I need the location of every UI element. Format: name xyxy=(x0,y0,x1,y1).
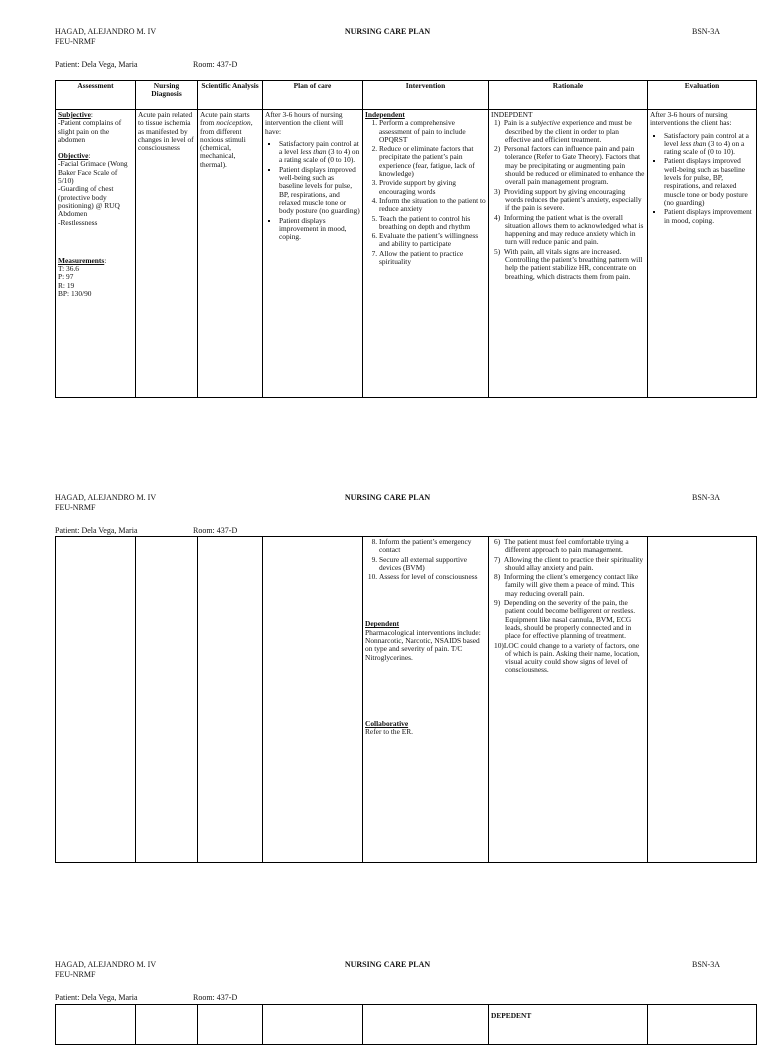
analysis-cell xyxy=(198,1005,263,1045)
plan-cell xyxy=(263,537,363,863)
subjective-text: -Patient complains of slight pain on the abdomen xyxy=(58,118,122,144)
col-plan: Plan of care xyxy=(263,81,363,110)
list-item: 7) Allowing the client to practice their spirituality should allay anxiety and pain. xyxy=(494,554,644,572)
school: FEU-NRMF xyxy=(55,503,96,512)
analysis-cell xyxy=(198,110,263,398)
col-rationale: Rationale xyxy=(489,81,648,110)
list-item: 2. Reduce or eliminate factors that precipitate the patient’s pain experience (fear, fatigue, lack of knowledge) xyxy=(379,145,486,178)
col-analysis: Scientific Analysis xyxy=(198,81,263,110)
subjective-label: Subjective xyxy=(58,110,91,119)
intervention-list xyxy=(365,119,486,266)
list-item: 3. Provide support by giving encouraging words xyxy=(379,179,486,196)
objective-line: -Restlessness xyxy=(58,217,98,227)
patient-info xyxy=(55,526,238,535)
care-plan-table xyxy=(55,80,757,398)
list-item: 6) The patient must feel comfortable trying a different approach to pain management. xyxy=(494,537,629,555)
collaborative-text: Refer to the ER. xyxy=(365,727,414,737)
list-item: 10)LOC could change to a variety of factors, one of which is pain. Asking their name, location, visual acuity could show signs of level of consciousness. xyxy=(494,640,640,675)
course: BSN-3A xyxy=(691,27,720,36)
care-plan-table xyxy=(55,1004,757,1045)
list-item: 4. Inform the situation to the patient to reduce anxiety xyxy=(379,197,486,214)
col-diagnosis: Nursing Diagnosis xyxy=(136,81,198,110)
list-item: 3) Providing support by giving encouraging words reduces the patient’s anxiety, especially if the pain is severe. xyxy=(494,186,642,213)
plan-list xyxy=(265,140,360,242)
room-number: Room: 437-D xyxy=(193,60,238,69)
objective-line: -Guarding of chest (protective body positioning) @ RUQ Abdomen xyxy=(58,184,120,219)
col-intervention: Intervention xyxy=(363,81,489,110)
list-item: 9) Depending on the severity of the pain, the patient could become belligerent or restless. Equipment like nasal cannula, BVM, ECG leads, should be properly connected and in place for effective planning of treatment. xyxy=(494,598,636,641)
rationale-cell xyxy=(489,537,648,863)
list-item: 8. Inform the patient’s emergency contact xyxy=(379,538,486,555)
list-item: 6. Evaluate the patient’s willingness and ability to participate xyxy=(379,232,486,249)
analysis-cell xyxy=(198,537,263,863)
list-item: 9. Secure all external supportive devices (BVM) xyxy=(379,556,486,573)
intervention-cell xyxy=(363,1005,489,1045)
measurement-pulse: P: 97 xyxy=(58,272,74,282)
course: BSN-3A xyxy=(691,493,720,502)
list-item: ▪ Patient displays improved well-being such as baseline levels for pulse, BP, respirations, and relaxed muscle tone or body posture (no guarding) xyxy=(664,157,754,207)
diagnosis-cell xyxy=(136,110,198,398)
list-item: 5. Teach the patient to control his breathing on depth and rhythm xyxy=(379,215,486,232)
assessment-cell xyxy=(56,537,136,863)
list-item: 5) With pain, all vitals signs are increased. Controlling the patient’s breathing pattern will help the patient stabilize HR, concentrate on breathing, which distracts them from pain. xyxy=(494,246,643,281)
room-number: Room: 437-D xyxy=(193,993,238,1002)
list-item: 10. Assess for level of consciousness xyxy=(379,573,486,581)
table-row xyxy=(56,537,757,863)
plan-cell xyxy=(263,1005,363,1045)
student-name: HAGAD, ALEJANDRO M. IV xyxy=(55,27,157,36)
col-assessment: Assessment xyxy=(56,81,136,110)
school: FEU-NRMF xyxy=(55,37,96,46)
measurement-bp: BP: 130/90 xyxy=(58,289,92,299)
student-name: HAGAD, ALEJANDRO M. IV xyxy=(55,493,157,502)
list-item: ▪ Patient displays improvement in mood, coping. xyxy=(279,217,360,242)
collaborative-label: Collaborative xyxy=(365,718,409,728)
list-item: ▪ Patient displays improved well-being such as baseline levels for pulse, BP, respirations, and relaxed muscle tone or body posture (no guarding) xyxy=(279,166,360,216)
patient-name: Patient: Dela Vega, Maria xyxy=(55,993,138,1002)
list-item: ▪ Satisfactory pain control at a level less than (3 to 4) on a rating scale of (0 to 10). xyxy=(279,140,360,165)
patient-name: Patient: Dela Vega, Maria xyxy=(55,60,138,69)
student-name: HAGAD, ALEJANDRO M. IV xyxy=(55,960,157,969)
intervention-cell xyxy=(363,110,489,398)
measurement-temp: T: 36.6 xyxy=(58,264,79,274)
rationale-list xyxy=(491,119,645,281)
list-item: 2) Personal factors can influence pain and pain tolerance (Refer to Gate Theory). Factors that may be precipitating or augmenting pain should be reduced or eliminated to enhance the overall pain management program. xyxy=(494,144,645,187)
evaluation-cell xyxy=(648,110,757,398)
list-item: 7. Allow the patient to practice spirituality xyxy=(379,250,486,267)
care-plan-table xyxy=(55,536,757,863)
col-evaluation: Evaluation xyxy=(648,81,757,110)
list-item: 1) Pain is a subjective experience and must be described by the client in order to plan effective and efficient treatment. xyxy=(494,118,632,144)
dependent-rationale-label: DEPEDENT xyxy=(491,1011,532,1020)
diagnosis-cell xyxy=(136,1005,198,1045)
intervention-cell xyxy=(363,537,489,863)
table-row xyxy=(56,1005,757,1045)
evaluation-list xyxy=(650,132,754,225)
table-row xyxy=(56,110,757,398)
evaluation-intro: After 3-6 hours of nursing interventions the client has: xyxy=(650,110,732,128)
rationale-cell xyxy=(489,1005,648,1045)
document-title: NURSING CARE PLAN xyxy=(344,27,431,36)
rationale-label: INDEPDENT xyxy=(491,110,533,119)
objective-label: Objective xyxy=(58,151,89,161)
dependent-text: Pharmacological interventions include: xyxy=(365,627,481,637)
list-item: 1. Perform a comprehensive assessment of pain to include OPQRST xyxy=(379,119,486,144)
school: FEU-NRMF xyxy=(55,970,96,979)
analysis-text: , from different noxious stimuli (chemical, mechanical, thermal). xyxy=(200,118,253,169)
room-number: Room: 437-D xyxy=(193,526,238,535)
plan-cell xyxy=(263,110,363,398)
document-title: NURSING CARE PLAN xyxy=(344,960,431,969)
patient-info xyxy=(55,993,238,1002)
patient-info xyxy=(55,60,238,69)
intervention-list xyxy=(365,538,486,581)
table-header-row xyxy=(56,81,757,110)
patient-name: Patient: Dela Vega, Maria xyxy=(55,526,138,535)
rationale-cell xyxy=(489,110,648,398)
diagnosis-text: Acute pain related to tissue ischemia as manifested by changes in level of consciousness xyxy=(138,110,194,153)
measurements-label: Measurements xyxy=(58,255,105,265)
measurement-resp: R: 19 xyxy=(58,280,75,290)
list-item: ▪ Patient displays improvement in mood, coping. xyxy=(664,208,754,225)
plan-intro: After 3-6 hours of nursing intervention the client will have: xyxy=(265,110,344,136)
list-item: 4) Informing the patient what is the overall situation allows them to acknowledged what is happening and may reduce anxiety which in turn will reduce panic and pain. xyxy=(494,212,644,247)
assessment-cell xyxy=(56,1005,136,1045)
dependent-label: Dependent xyxy=(365,619,400,629)
analysis-text: Acute pain starts from xyxy=(200,110,250,128)
objective-line: -Facial Grimace (Wong Baker Face Scale of 5/10) xyxy=(58,159,128,186)
list-item: ▪ Satisfactory pain control at a level less than (3 to 4) on a rating scale of (0 to 10). xyxy=(664,132,754,157)
diagnosis-cell xyxy=(136,537,198,863)
list-item: 8) Informing the client’s emergency contact like family will give them a peace of mind. This may reducing overall pain. xyxy=(494,572,639,598)
dependent-line: Nonnarcotic, Narcotic, NSAIDS based on type and severity of pain. T/C Nitroglycerines. xyxy=(365,636,480,662)
rationale-list xyxy=(491,538,645,675)
independent-label: Independent xyxy=(365,110,405,119)
document-title: NURSING CARE PLAN xyxy=(344,493,431,502)
assessment-cell: Subjective: -Patient complains of slight pain on the abdomen Objective: -Facial Grimace (Wong Baker Face Scale of 5/10) -Guarding of chest (protective body positioning) @ RUQ Abdomen -Restlessness Measurements: T: 36.6 P: 97 R: 19 BP: 130/90 xyxy=(56,110,136,398)
evaluation-cell xyxy=(648,537,757,863)
course: BSN-3A xyxy=(691,960,720,969)
analysis-emphasis: nociception xyxy=(216,118,251,128)
evaluation-cell xyxy=(648,1005,757,1045)
